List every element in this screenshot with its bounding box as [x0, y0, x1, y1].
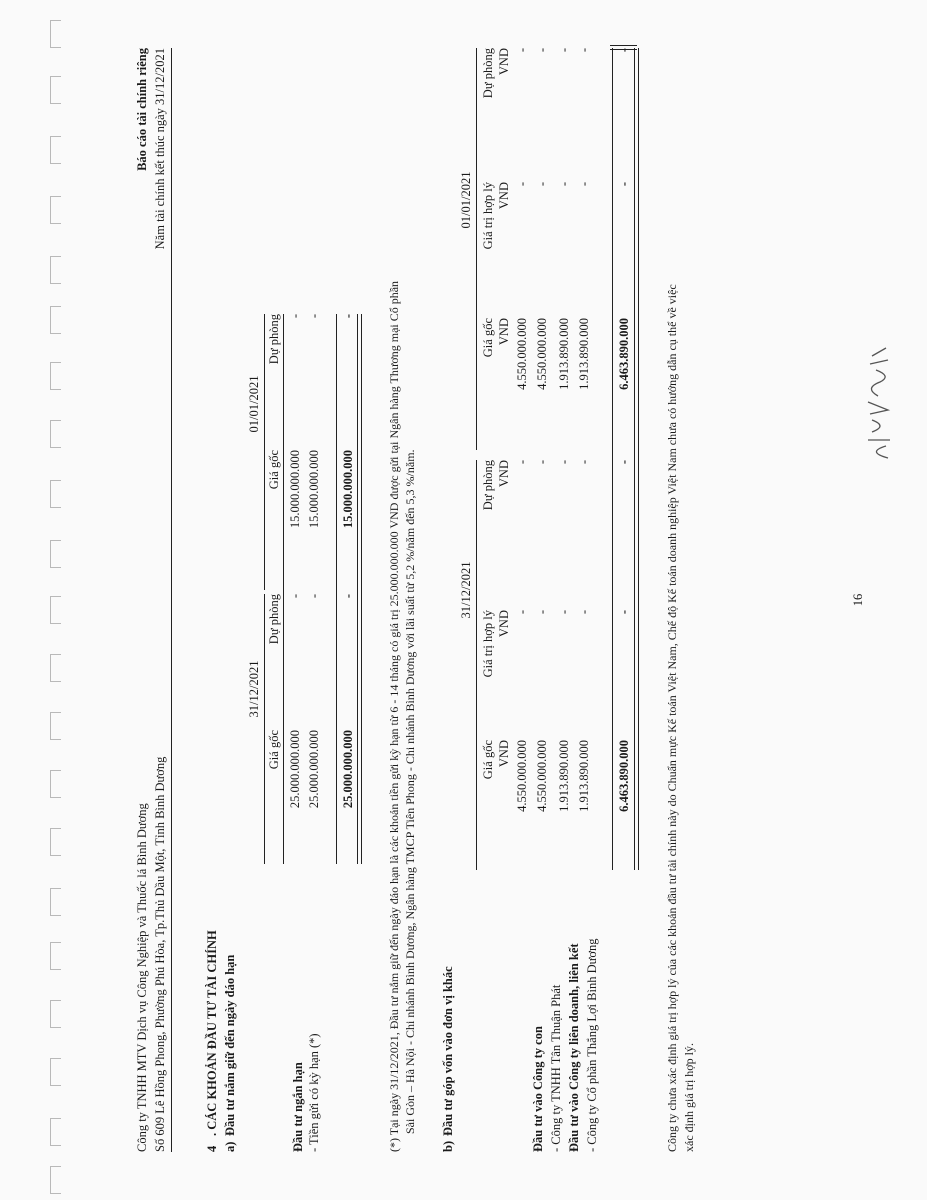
part-b-period-rule-1	[476, 460, 477, 870]
part-b-cell: 4.550.000.000	[515, 740, 529, 812]
part-b-cell: -	[535, 460, 549, 465]
part-a-total-cell: 25.000.000.000	[341, 730, 355, 809]
part-b-cell: -	[535, 182, 549, 187]
part-b-row-label: - Công ty TNHH Tân Thuận Phát	[549, 984, 563, 1152]
part-b-cell: -	[535, 48, 549, 53]
part-a-total-double-rule	[357, 314, 362, 864]
part-b-unit: VND	[497, 182, 511, 210]
part-b-total-double-rule	[634, 48, 639, 870]
header-rule	[171, 48, 172, 1152]
part-b-cell: -	[515, 460, 529, 465]
part-b-cell: -	[515, 182, 529, 187]
part-b-total-cell: 6.463.890.000	[617, 318, 631, 390]
part-a-period-rule-1	[264, 594, 265, 864]
section-title: . CÁC KHOẢN ĐẦU TƯ TÀI CHÍNH	[205, 930, 219, 1136]
part-a-cell: -	[288, 594, 302, 599]
part-b-unit: VND	[497, 48, 511, 76]
part-b-total-cell: -	[617, 48, 631, 53]
report-period: Năm tài chính kết thúc ngày 31/12/2021	[153, 48, 167, 250]
part-b-cell: 1.913.890.000	[577, 740, 591, 812]
part-a-total-cell: -	[341, 314, 355, 319]
part-b-unit: VND	[497, 318, 511, 346]
part-a-letter: a)	[223, 1141, 237, 1152]
company-address: Số 609 Lê Hồng Phong, Phường Phú Hòa, Tp.Thủ Dầu Một, Tỉnh Bình Dương	[153, 756, 167, 1152]
part-a-col-provision-1: Dự phòng	[267, 594, 281, 645]
part-b-total-cell: -	[617, 460, 631, 465]
page-number: 16	[851, 593, 865, 607]
part-b-title: Đầu tư góp vốn vào đơn vị khác	[441, 966, 455, 1136]
part-b-cell: -	[577, 610, 591, 615]
part-b-total-cell: -	[617, 182, 631, 187]
part-a-note-line-2: Sài Gòn – Hà Nội - Chi nhánh Bình Dương, Ngân hàng TMCP Tiên Phong - Chi nhánh Bình Dương với lãi suất từ 5,2 %/năm đến 5,3 %/năm.	[403, 449, 417, 1134]
part-b-letter: b)	[441, 1140, 455, 1152]
part-a-note-line-1: (*) Tại ngày 31/12/2021, Đầu tư nắm giữ đến ngày đáo hạn là các khoản tiền gửi kỳ hạn từ 6 - 14 tháng có giá trị 25.000.000.000 VND được gửi tại Ngân hàng Thương mại Cổ phần	[387, 280, 401, 1152]
report-title: Báo cáo tài chính riêng	[135, 48, 149, 171]
part-b-cell: 1.913.890.000	[557, 318, 571, 390]
part-b-cell: 1.913.890.000	[577, 318, 591, 390]
part-b-period-2021: 31/12/2021	[459, 561, 473, 619]
part-b-col-fair-2: Giá trị hợp lý	[481, 182, 495, 250]
part-b-row-label: Đầu tư vào Công ty liên doanh, liên kết	[567, 943, 581, 1152]
part-b-total-top-rule	[612, 48, 613, 870]
part-a-row-label: - Tiền gửi có kỳ hạn (*)	[307, 1033, 321, 1152]
handwritten-initials-icon	[858, 342, 898, 462]
part-b-row-label: - Công ty Cổ phần Thắng Lợi Bình Dương	[585, 938, 599, 1152]
part-b-cell: -	[577, 182, 591, 187]
part-a-title: Đầu tư nắm giữ đến ngày đáo hạn	[223, 954, 237, 1136]
part-b-cell: -	[515, 610, 529, 615]
part-b-cell: -	[515, 48, 529, 53]
part-b-period-rule-2	[476, 48, 477, 450]
part-b-col-provision-2: Dự phòng	[481, 48, 495, 99]
part-b-row-label: Đầu tư vào Công ty con	[531, 1026, 545, 1152]
part-a-col-cost-2: Giá gốc	[267, 450, 281, 490]
part-a-head-rule	[283, 314, 284, 864]
part-b-total-cell: 6.463.890.000	[617, 740, 631, 812]
part-b-col-fair-1: Giá trị hợp lý	[481, 610, 495, 678]
part-b-unit: VND	[497, 460, 511, 488]
part-b-cell: 4.550.000.000	[535, 318, 549, 390]
part-b-cell: -	[577, 460, 591, 465]
part-b-cell: -	[557, 182, 571, 187]
part-a-period-2020: 01/01/2021	[247, 375, 261, 433]
part-b-cell: 4.550.000.000	[515, 318, 529, 390]
part-a-period-rule-2	[264, 314, 265, 590]
part-a-cell: -	[307, 594, 321, 599]
part-a-cell: 15.000.000.000	[307, 450, 321, 529]
part-b-col-cost-2: Giá gốc	[481, 318, 495, 358]
part-a-cell: -	[288, 314, 302, 319]
part-a-total-cell: 15.000.000.000	[341, 450, 355, 529]
part-a-total-cell: -	[341, 594, 355, 599]
part-a-col-cost-1: Giá gốc	[267, 730, 281, 770]
company-name: Công ty TNHH MTV Dịch vụ Công Nghiệp và Thuốc lá Bình Dương	[135, 803, 149, 1152]
part-a-cell: 15.000.000.000	[288, 450, 302, 529]
part-a-cell: 25.000.000.000	[307, 730, 321, 809]
part-b-cell: -	[557, 460, 571, 465]
part-b-cell: 1.913.890.000	[557, 740, 571, 812]
part-b-cell: -	[557, 610, 571, 615]
part-b-col-cost-1: Giá gốc	[481, 740, 495, 780]
part-b-col-provision-1: Dự phòng	[481, 460, 495, 511]
part-b-unit: VND	[497, 610, 511, 638]
part-b-total-cell: -	[617, 610, 631, 615]
part-b-unit: VND	[497, 740, 511, 768]
part-a-cell: -	[307, 314, 321, 319]
part-b-cell: 4.550.000.000	[535, 740, 549, 812]
part-a-cell: 25.000.000.000	[288, 730, 302, 809]
part-a-total-top-rule	[336, 314, 337, 864]
part-a-row-label: Đầu tư ngắn hạn	[291, 1062, 305, 1152]
part-b-cell: -	[577, 48, 591, 53]
part-b-cell: -	[535, 610, 549, 615]
part-a-period-2021: 31/12/2021	[247, 660, 261, 718]
part-b-period-2020: 01/01/2021	[459, 171, 473, 229]
part-a-col-provision-2: Dự phòng	[267, 314, 281, 365]
footer-note-line-2: xác định giá trị hợp lý.	[682, 1043, 696, 1152]
footer-note-line-1: Công ty chưa xác định giá trị hợp lý của các khoản đầu tư tài chính này do Chuẩn mực Kế toán Việt Nam, Chế độ Kế toán doanh nghiệp Việt Nam chưa có hướng dẫn cụ thể về việc	[665, 284, 679, 1152]
part-b-cell: -	[557, 48, 571, 53]
section-number: 4	[205, 1145, 219, 1152]
part-b-total-end-mark	[610, 45, 637, 50]
